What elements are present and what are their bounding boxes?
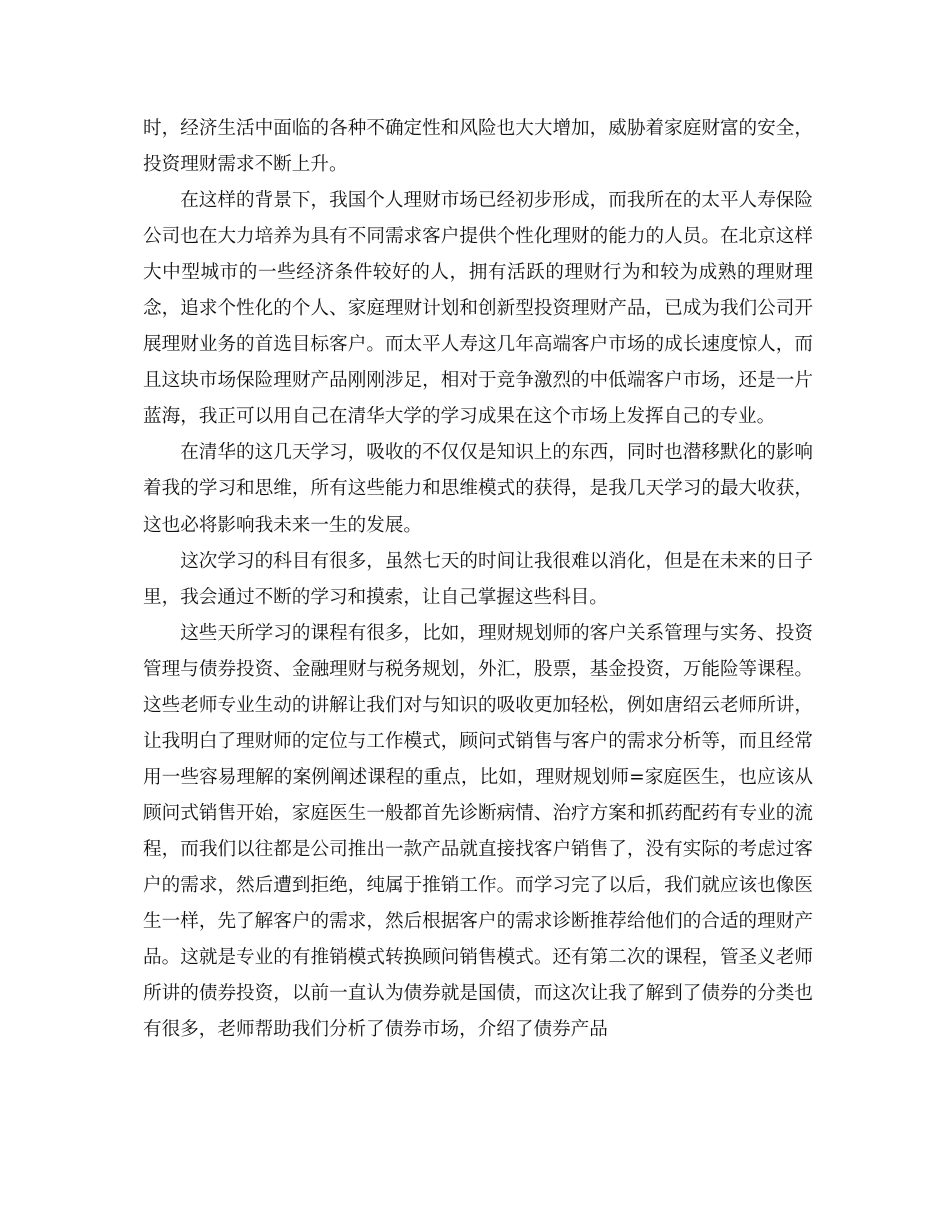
paragraph-continued: 时，经济生活中面临的各种不确定性和风险也大大增加，威胁着家庭财富的安全，投资理财需求不断上升。 — [143, 118, 813, 176]
paragraph-learning-gains: 在清华的这几天学习，吸收的不仅仅是知识上的东西，同时也潜移默化的影响着我的学习和思维，所有这些能力和思维模式的获得，是我几天学习的最大收获，这也必将影响我未来一生的发展。 — [143, 442, 813, 536]
paragraph-market-background: 在这样的背景下，我国个人理财市场已经初步形成，而我所在的太平人寿保险公司也在大力培养为具有不同需求客户提供个性化理财的能力的人员。在北京这样大中型城市的一些经济条件较好的人，拥有活跃的理财行为和较为成熟的理财理念，追求个性化的个人、家庭理财计划和创新型投资理财产品，已成为我们公司开展理财业务的首选目标客户。而太平人寿这几年高端客户市场的成长速度惊人，而且这块市场保险理财产品刚刚涉足，相对于竞争激烈的中低端客户市场，还是一片蓝海，我正可以用自己在清华大学的学习成果在这个市场上发挥自己的专业。 — [143, 190, 813, 428]
paragraph-subjects: 这次学习的科目有很多，虽然七天的时间让我很难以消化，但是在未来的日子里，我会通过不断的学习和摸索，让自己掌握这些科目。 — [143, 550, 813, 608]
paragraph-courses: 这些天所学习的课程有很多，比如，理财规划师的客户关系管理与实务、投资管理与债券投资、金融理财与税务规划，外汇，股票，基金投资，万能险等课程。这些老师专业生动的讲解让我们对与知识的吸收更加轻松，例如唐绍云老师所讲，让我明白了理财师的定位与工作模式，顾问式销售与客户的需求分析等，而且经常用一些容易理解的案例阐述课程的重点，比如，理财规划师=家庭医生，也应该从顾问式销售开始，家庭医生一般都首先诊断病情、治疗方案和抓药配药有专业的流程，而我们以往都是公司推出一款产品就直接找客户销售了，没有实际的考虑过客户的需求，然后遭到拒绝，纯属于推销工作。而学习完了以后，我们就应该也像医生一样，先了解客户的需求，然后根据客户的需求诊断推荐给他们的合适的理财产品。这就是专业的有推销模式转换顾问销售模式。还有第二次的课程，管圣义老师所讲的债券投资，以前一直认为债券就是国债，而这次让我了解到了债券的分类也有很多，老师帮助我们分析了债券市场，介绍了债券产品 — [143, 622, 813, 1041]
body-text — [143, 111, 813, 1048]
